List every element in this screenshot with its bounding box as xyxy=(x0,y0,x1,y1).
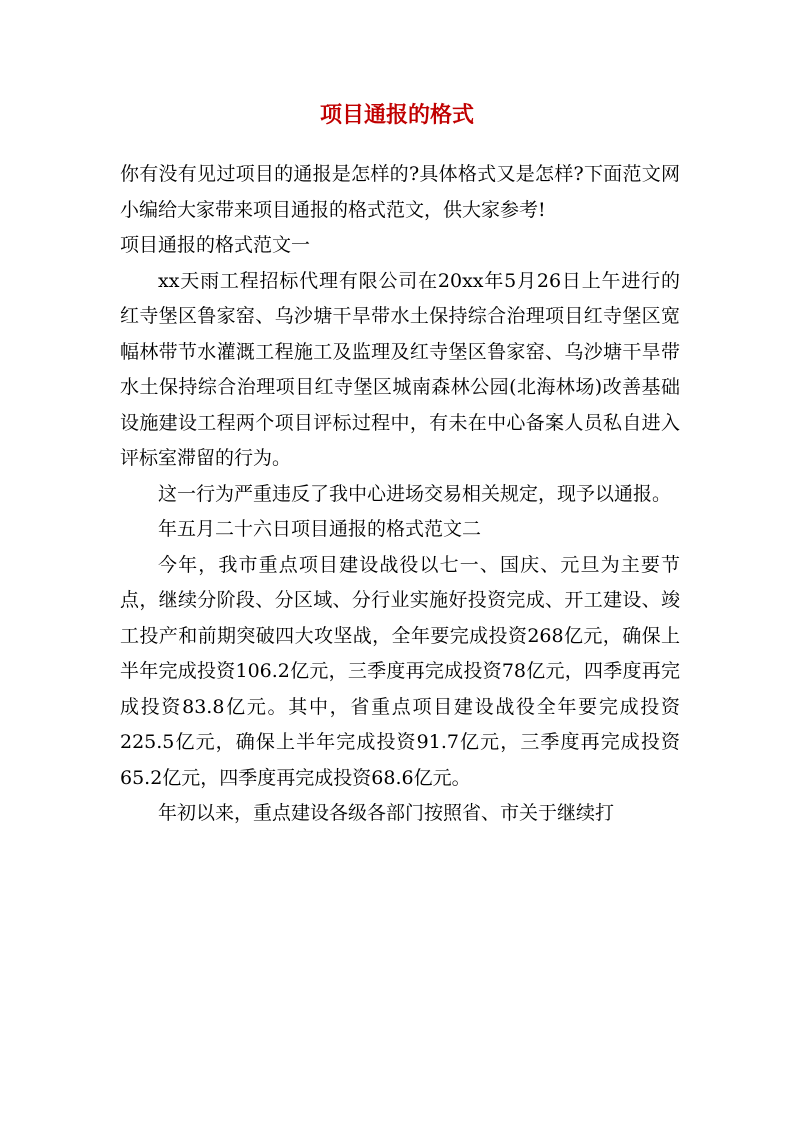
paragraph: 这一行为严重违反了我中心进场交易相关规定，现予以通报。 xyxy=(158,482,672,505)
document-title: 项目通报的格式 xyxy=(319,102,474,128)
paragraph: 你有没有见过项目的通报是怎样的?具体格式又是怎样?下面范文网小编给大家带来项目通报的格式范文，供大家参考! xyxy=(120,163,680,221)
section-heading: 年五月二十六日项目通报的格式范文二 xyxy=(158,518,482,540)
paragraph: xx天雨工程招标代理有限公司在20xx年5月26日上午进行的 红寺堡区鲁家窑、乌沙塘干旱带水土保持综合治理项目红寺堡区宽幅林带节水灌溉工程施工及监理及红寺堡区鲁家窑、乌沙塘干旱带水土保持综合治理项目红寺堡区城南森林公园(北海林场)改善基础设施建设工程两个项目评标过程中，有未在中心备案人员私自进入评标室滞留的行为。 xyxy=(120,269,680,469)
paragraph: 今年，我市重点项目建设战役以七一、国庆、元旦为主要节点，继续分阶段、分区域、分行业实施好投资完成、开工建设、竣工投产和前期突破四大攻坚战，全年要完成投资268亿元，确保上半年完成投资106.2亿元，三季度再完成投资78亿元，四季度再完成投资83.8亿元。其中，省重点项目建设战役全年要完成投资225.5亿元，确保上半年完成投资91.7亿元，三季度再完成投资65.2亿元，四季度再完成投资68.6亿元。 xyxy=(120,553,680,789)
document-body xyxy=(120,157,680,832)
paragraph: 年初以来，重点建设各级各部门按照省、市关于继续打 xyxy=(158,802,615,824)
section-heading: 项目通报的格式范文一 xyxy=(120,234,311,256)
